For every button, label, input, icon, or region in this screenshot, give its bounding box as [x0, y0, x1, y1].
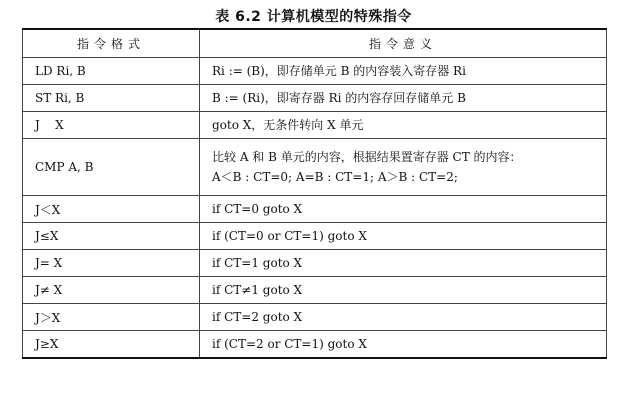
table-row	[23, 196, 607, 223]
header-format: 指令格式	[23, 29, 200, 58]
meaning-line: A＜B : CT=0; A=B : CT=1; A＞B : CT=2;	[212, 170, 458, 184]
meaning-line: if CT=0 goto X	[212, 202, 303, 216]
meaning-cell	[200, 277, 607, 304]
meaning-cell	[200, 112, 607, 139]
table-row	[23, 112, 607, 139]
format-cell: J= X	[23, 250, 200, 277]
table-row	[23, 58, 607, 85]
format-cell: J≥X	[23, 331, 200, 358]
meaning-cell	[200, 250, 607, 277]
meaning-cell	[200, 331, 607, 358]
meaning-cell	[200, 139, 607, 196]
meaning-line: 比较 A 和 B 单元的内容，根据结果置寄存器 CT 的内容：	[212, 150, 522, 164]
meaning-cell	[200, 223, 607, 250]
meaning-line: goto X，无条件转向 X 单元	[212, 118, 364, 132]
format-cell: J≤X	[23, 223, 200, 250]
header-row	[23, 29, 607, 58]
meaning-cell	[200, 58, 607, 85]
meaning-cell	[200, 304, 607, 331]
header-meaning: 指令意义	[200, 29, 607, 58]
format-cell: ST Ri, B	[23, 85, 200, 112]
table-row	[23, 223, 607, 250]
format-cell: J＞X	[23, 304, 200, 331]
format-cell: CMP A, B	[23, 139, 200, 196]
table-row	[23, 304, 607, 331]
meaning-cell	[200, 196, 607, 223]
meaning-line: if (CT=0 or CT=1) goto X	[212, 229, 367, 243]
meaning-line: B := (Ri)，即寄存器 Ri 的内容存回存储单元 B	[212, 91, 466, 105]
format-cell: J≠ X	[23, 277, 200, 304]
format-cell: LD Ri, B	[23, 58, 200, 85]
meaning-line: if CT≠1 goto X	[212, 283, 303, 297]
meaning-cell	[200, 85, 607, 112]
table-caption: 表 6.2 计算机模型的特殊指令	[215, 9, 412, 25]
meaning-line: Ri := (B)，即存储单元 B 的内容装入寄存器 Ri	[212, 64, 466, 78]
table-row	[23, 277, 607, 304]
table-row	[23, 331, 607, 358]
meaning-line: if CT=2 goto X	[212, 310, 303, 324]
table-row	[23, 250, 607, 277]
format-cell: J＜X	[23, 196, 200, 223]
meaning-line: if CT=1 goto X	[212, 256, 303, 270]
table-row	[23, 85, 607, 112]
meaning-line: if (CT=2 or CT=1) goto X	[212, 336, 367, 351]
format-cell: J X	[23, 112, 200, 139]
instruction-table	[22, 28, 607, 359]
table-row	[23, 139, 607, 196]
